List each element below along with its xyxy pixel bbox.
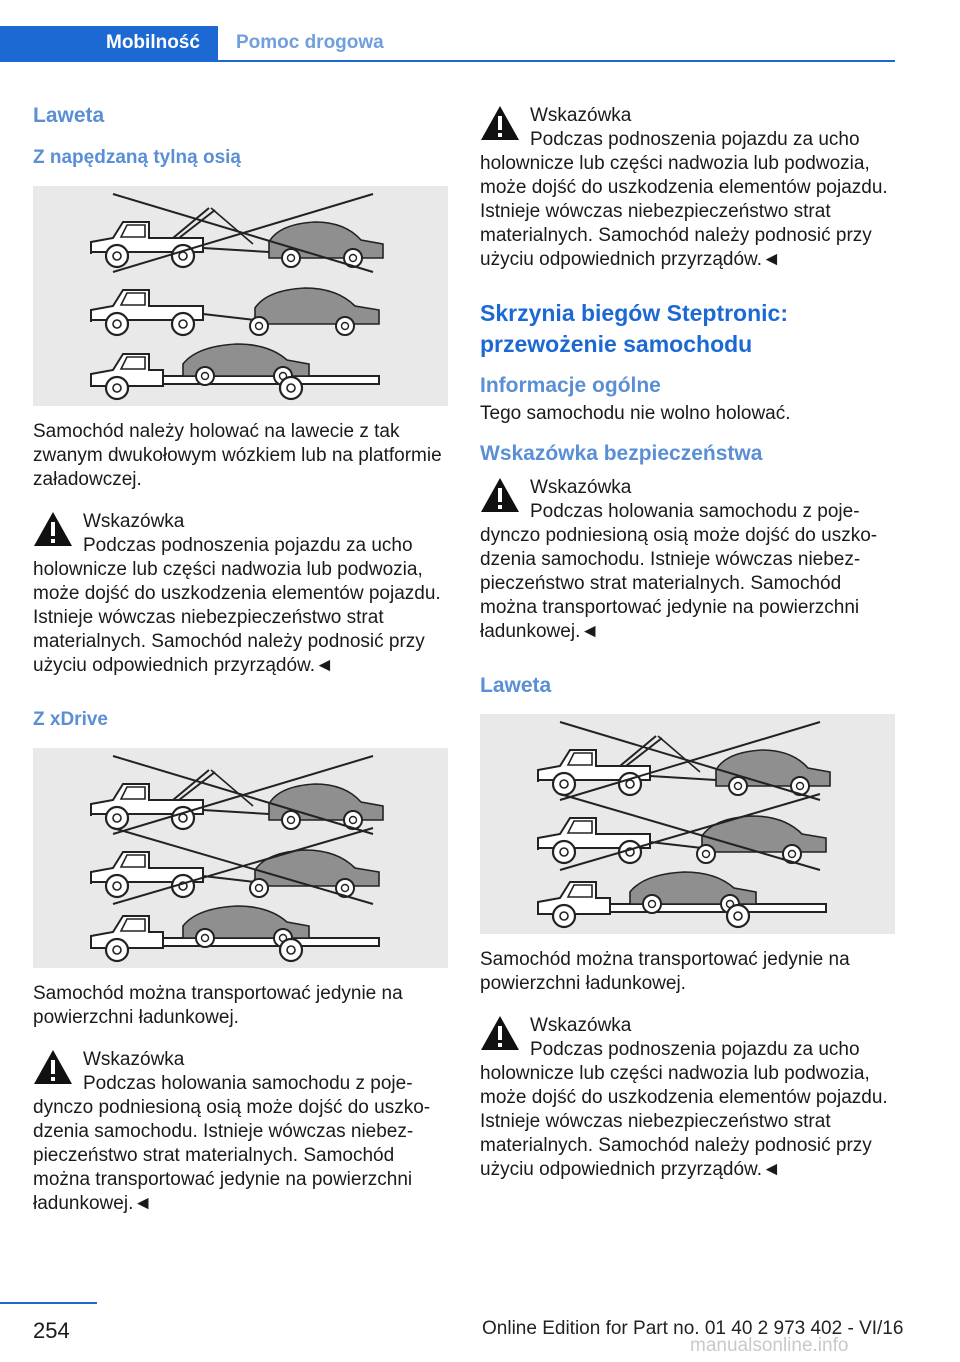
warning-icon	[33, 511, 73, 547]
heading-safety-note: Wskazówka bezpieczeństwa	[480, 442, 763, 465]
illustration-rear-axle-towing	[33, 186, 448, 406]
illustration-steptronic-towing	[480, 714, 895, 934]
warning-title: Wskazówka	[83, 1049, 185, 1070]
warning-note	[480, 1014, 895, 1182]
warning-note	[480, 476, 895, 644]
heading-laweta: Laweta	[33, 104, 105, 127]
warning-note	[33, 510, 448, 678]
warning-body: Podczas holowania samochodu z pojedynczo podniesioną osią może dojść do uszkodzenia samochodu. Istnieje wówczas niebezpieczeństwo strat materialnych. Samochód można transportować jedynie na powierzchni ładunkowej.◄	[480, 501, 878, 642]
heading-steptronic: Skrzynia biegów Steptronic: przewożenie samochodu	[480, 300, 788, 357]
edition-info: Online Edition for Part no. 01 40 2 973 402 - VI/16	[482, 1318, 904, 1339]
header-tabs	[0, 26, 402, 60]
warning-title: Wskazówka	[530, 105, 632, 126]
warning-icon	[33, 1049, 73, 1085]
paragraph-flatbed-only: Samochód można transportować jedynie na powierzchni ładunkowej.	[33, 983, 403, 1028]
heading-xdrive: Z xDrive	[33, 709, 108, 730]
footer-rule	[0, 1302, 97, 1304]
header-rule	[0, 60, 895, 62]
heading-laweta-right: Laweta	[480, 674, 552, 697]
warning-icon	[480, 477, 520, 513]
page-number: 254	[33, 1318, 70, 1343]
paragraph-no-towing: Tego samochodu nie wolno holować.	[480, 403, 791, 424]
warning-body: Podczas podnoszenia pojazdu za ucho holownicze lub części nadwozia lub podwozia, może dojść do uszkodzenia elementów pojazdu. Istnieje wówczas niebezpieczeństwo strat materialnych. Samochód należy podnosić przy użyciu odpowiednich przyrządów.◄	[480, 1039, 888, 1180]
heading-rear-axle: Z napędzaną tylną osią	[33, 147, 241, 168]
paragraph-flatbed-only: Samochód można transportować jedynie na powierzchni ładunkowej.	[480, 949, 850, 994]
heading-general-info: Informacje ogólne	[480, 374, 661, 397]
paragraph-tow-options: Samochód należy holować na lawecie z tak zwanym dwukołowym wózkiem lub na platformie załadowczej.	[33, 421, 442, 490]
warning-note	[33, 1048, 448, 1216]
tab-mobilnosc[interactable]: Mobilność	[0, 26, 218, 60]
warning-note	[480, 104, 895, 272]
warning-body: Podczas podnoszenia pojazdu za ucho holownicze lub części nadwozia lub podwozia, może dojść do uszkodzenia elementów pojazdu. Istnieje wówczas niebezpieczeństwo strat materialnych. Samochód należy podnosić przy użyciu odpowiednich przyrządów.◄	[33, 535, 441, 676]
warning-title: Wskazówka	[83, 511, 185, 532]
warning-body: Podczas holowania samochodu z pojedynczo podniesioną osią może dojść do uszkodzenia samochodu. Istnieje wówczas niebezpieczeństwo strat materialnych. Samochód można transportować jedynie na powierzchni ładunkowej.◄	[33, 1073, 431, 1214]
left-column	[33, 100, 448, 1216]
warning-body: Podczas podnoszenia pojazdu za ucho holownicze lub części nadwozia lub podwozia, może dojść do uszkodzenia elementów pojazdu. Istnieje wówczas niebezpieczeństwo strat materialnych. Samochód należy podnosić przy użyciu odpowiednich przyrządów.◄	[480, 129, 888, 270]
right-column	[480, 100, 895, 1182]
tab-pomoc-drogowa[interactable]: Pomoc drogowa	[235, 32, 384, 53]
warning-icon	[480, 1015, 520, 1051]
illustration-xdrive-towing	[33, 748, 448, 968]
watermark: manualsonline.info	[690, 1335, 849, 1356]
warning-title: Wskazówka	[530, 1015, 632, 1036]
warning-title: Wskazówka	[530, 477, 632, 498]
warning-icon	[480, 105, 520, 141]
